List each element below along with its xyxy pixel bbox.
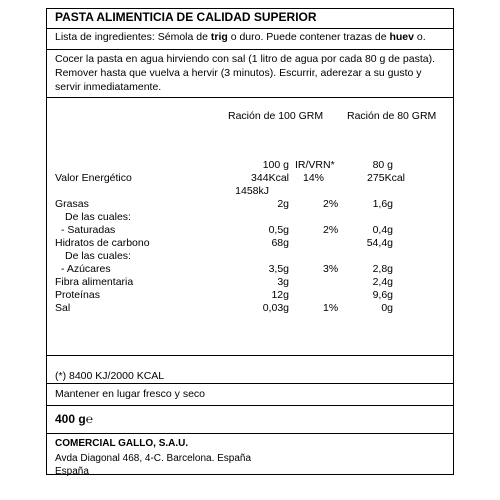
estimated-sign-icon: ℮ xyxy=(85,412,93,426)
row-value-80g: 275Kcal xyxy=(367,172,405,184)
row-value-80g: 1,6g xyxy=(372,198,393,210)
product-title: PASTA ALIMENTICIA DE CALIDAD SUPERIOR xyxy=(55,10,317,24)
footnote-band xyxy=(47,355,453,384)
row-value-80g: 0g xyxy=(381,302,393,314)
nutrition-label xyxy=(46,8,454,475)
row-irvrn: 14% xyxy=(303,172,325,184)
storage-band xyxy=(47,383,453,406)
col-irvrn: IR/VRN* xyxy=(295,159,335,171)
row-value-100g: 3g xyxy=(277,276,289,288)
row-label: De las cuales: xyxy=(65,211,131,223)
ingredients-text xyxy=(55,31,426,43)
ingredients-band xyxy=(47,28,453,50)
company-band xyxy=(47,433,453,476)
instructions-band xyxy=(47,49,453,98)
title-band xyxy=(47,9,453,29)
row-irvrn: 1% xyxy=(323,302,339,314)
row-label: Sal xyxy=(55,302,71,314)
instructions-line-3: servir inmediatamente. xyxy=(55,81,162,93)
ingredients-mid: o duro. Puede contener trazas de xyxy=(227,31,390,43)
header-80g: Ración de 80 GRM xyxy=(347,110,437,122)
row-value-100g: 0,5g xyxy=(268,224,289,236)
row-value-80g: 2,8g xyxy=(372,263,393,275)
ingredients-prefix: Lista de ingredientes: Sémola de xyxy=(55,31,211,43)
allergen-wheat: trig xyxy=(210,31,228,43)
row-irvrn: 3% xyxy=(323,263,339,275)
row-label: - Saturadas xyxy=(61,224,116,236)
row-label: Hidratos de carbono xyxy=(55,237,150,249)
row-label: De las cuales: xyxy=(65,250,131,262)
row-irvrn: 2% xyxy=(323,224,339,236)
ingredients-suffix: o. xyxy=(414,31,426,43)
row-label: Valor Energético xyxy=(55,172,132,184)
net-weight-value: 400 g xyxy=(55,412,86,426)
row-value-100g: 3,5g xyxy=(268,263,289,275)
row-label: - Azúcares xyxy=(61,263,111,275)
row-value-80g: 54,4g xyxy=(366,237,393,249)
nutrition-band xyxy=(47,97,453,356)
col-100g: 100 g xyxy=(262,159,289,171)
footnote: (*) 8400 KJ/2000 KCAL xyxy=(55,370,165,382)
company-address: Avda Diagonal 468, 4-C. Barcelona. España xyxy=(55,453,252,464)
row-value-80g: 2,4g xyxy=(372,276,393,288)
row-value-100g: 344Kcal xyxy=(251,172,289,184)
row-label: Proteínas xyxy=(55,289,100,301)
instructions-line-2: Remover hasta que vuelva a hervir (3 minutos). Escurrir, aderezar a su gusto y xyxy=(55,67,422,79)
row-value-100g: 12g xyxy=(271,289,289,301)
row-irvrn: 2% xyxy=(323,198,339,210)
company-country: España xyxy=(55,466,89,477)
storage-text: Mantener en lugar fresco y seco xyxy=(55,388,205,400)
row-value-80g: 0,4g xyxy=(372,224,393,236)
net-weight xyxy=(55,413,93,425)
header-100g: Ración de 100 GRM xyxy=(228,110,324,122)
row-value-100g: 0,03g xyxy=(262,302,289,314)
row-label: Fibra alimentaria xyxy=(55,276,134,288)
col-80g: 80 g xyxy=(372,159,393,171)
instructions-line-1: Cocer la pasta en agua hirviendo con sal (1 litro de agua por cada 80 g de pasta). xyxy=(55,53,435,65)
row-value-100g: 2g xyxy=(277,198,289,210)
weight-band xyxy=(47,405,453,434)
row-value-100g: 1458kJ xyxy=(235,185,269,197)
row-value-100g: 68g xyxy=(271,237,289,249)
row-label: Grasas xyxy=(55,198,89,210)
row-value-80g: 9,6g xyxy=(372,289,393,301)
company-name: COMERCIAL GALLO, S.A.U. xyxy=(55,438,189,449)
allergen-egg: huev xyxy=(389,31,414,43)
